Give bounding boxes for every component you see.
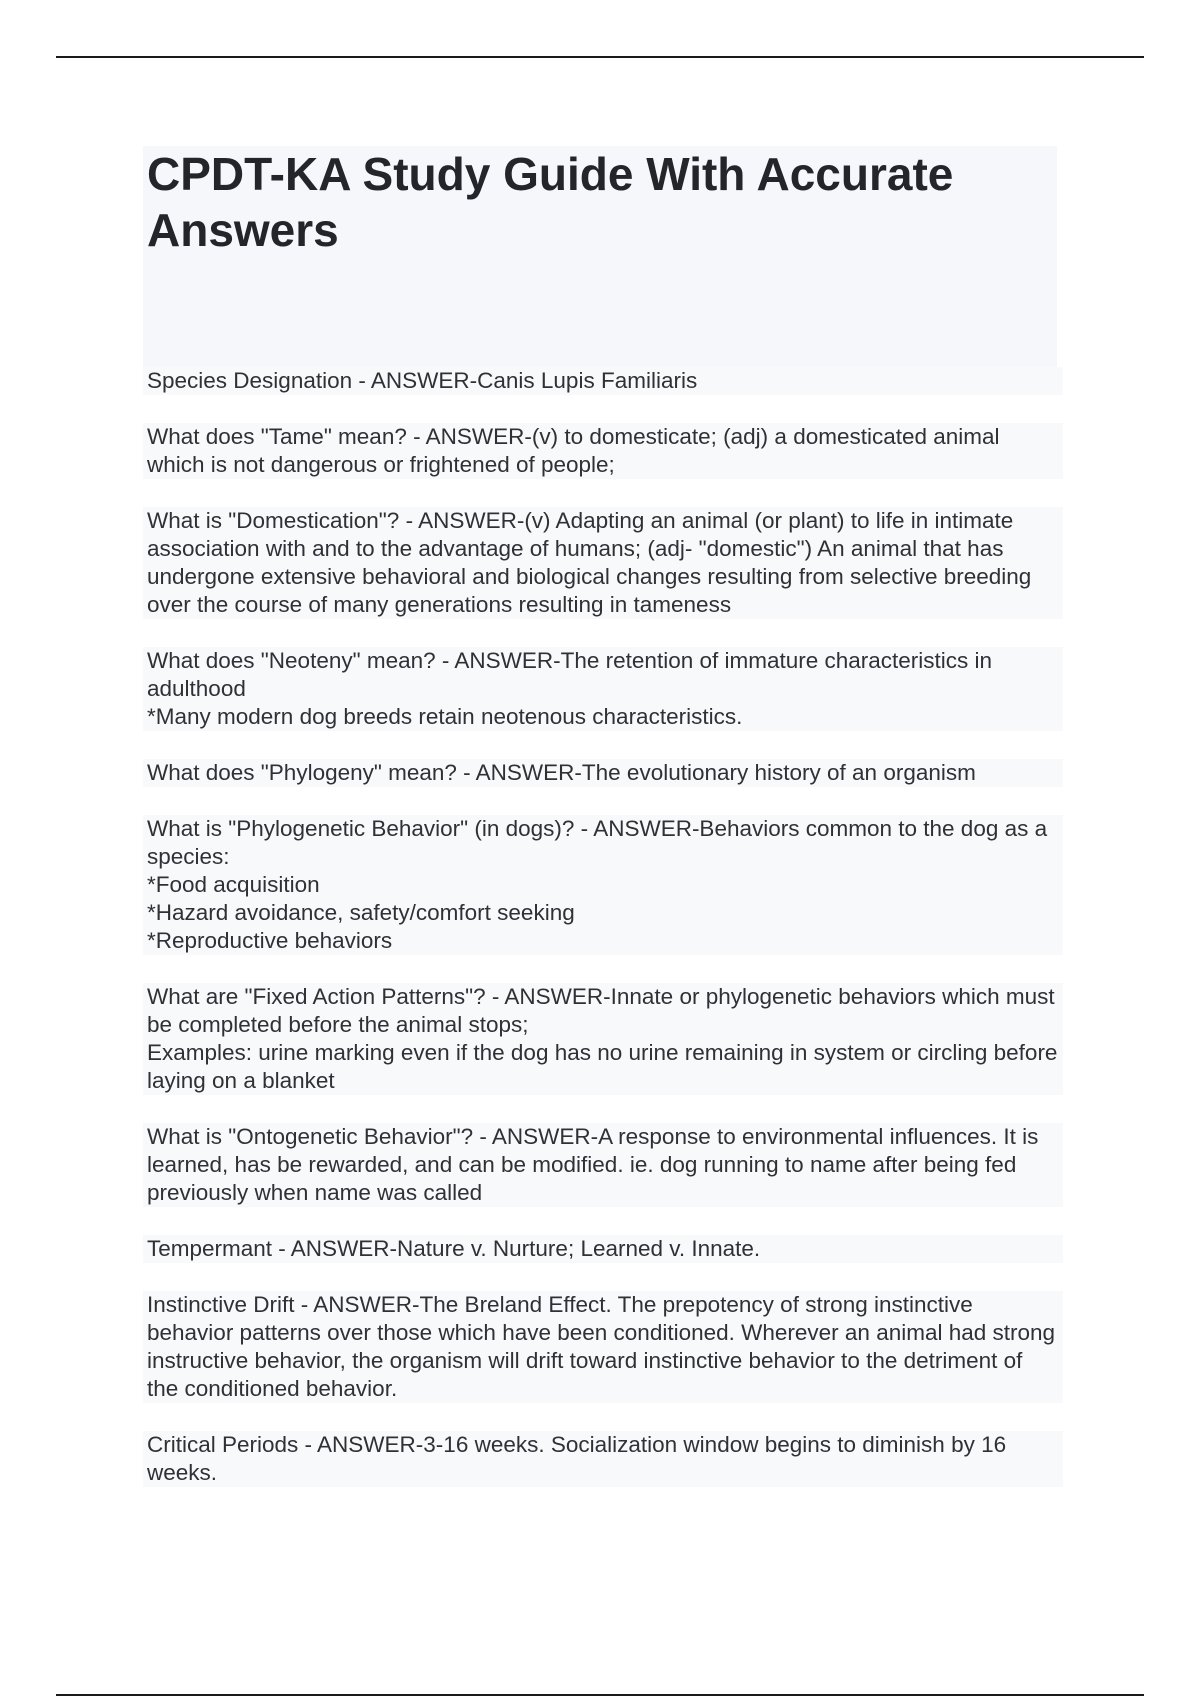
bottom-divider [56,1694,1144,1696]
qa-list [143,367,1063,1515]
qa-entry-ontogenetic-behavior: What is "Ontogenetic Behavior"? - ANSWER-A response to environmental influences. It is learned, has be rewarded, and can be modified. ie. dog running to name after being fed previously when name was called [143,1123,1063,1207]
qa-entry-phylogenetic-behavior: What is "Phylogenetic Behavior" (in dogs)? - ANSWER-Behaviors common to the dog as a species: *Food acquisition *Hazard avoidance, safety/comfort seeking *Reproductive behaviors [143,815,1063,955]
top-divider [56,56,1144,58]
qa-entry-critical-periods: Critical Periods - ANSWER-3-16 weeks. Socialization window begins to diminish by 16 weeks. [143,1431,1063,1487]
title-block [143,146,1057,368]
page-title: CPDT-KA Study Guide With Accurate Answers [147,148,954,256]
qa-entry-neoteny: What does "Neoteny" mean? - ANSWER-The retention of immature characteristics in adulthood *Many modern dog breeds retain neotenous characteristics. [143,647,1063,731]
qa-entry-species-designation: Species Designation - ANSWER-Canis Lupis Familiaris [143,367,1063,395]
qa-entry-domestication: What is "Domestication"? - ANSWER-(v) Adapting an animal (or plant) to life in intimate association with and to the advantage of humans; (adj- "domestic") An animal that has undergone extensive behavioral and biological changes resulting from selective breeding over the course of many generations resulting in tameness [143,507,1063,619]
qa-entry-fixed-action-patterns: What are "Fixed Action Patterns"? - ANSWER-Innate or phylogenetic behaviors which must be completed before the animal stops; Examples: urine marking even if the dog has no urine remaining in system or circling before laying on a blanket [143,983,1063,1095]
qa-entry-phylogeny: What does "Phylogeny" mean? - ANSWER-The evolutionary history of an organism [143,759,1063,787]
qa-entry-tame: What does "Tame" mean? - ANSWER-(v) to domesticate; (adj) a domesticated animal which is not dangerous or frightened of people; [143,423,1063,479]
qa-entry-instinctive-drift: Instinctive Drift - ANSWER-The Breland Effect. The prepotency of strong instinctive behavior patterns over those which have been conditioned. Wherever an animal had strong instructive behavior, the organism will drift toward instinctive behavior to the detriment of the conditioned behavior. [143,1291,1063,1403]
qa-entry-tempermant: Tempermant - ANSWER-Nature v. Nurture; Learned v. Innate. [143,1235,1063,1263]
